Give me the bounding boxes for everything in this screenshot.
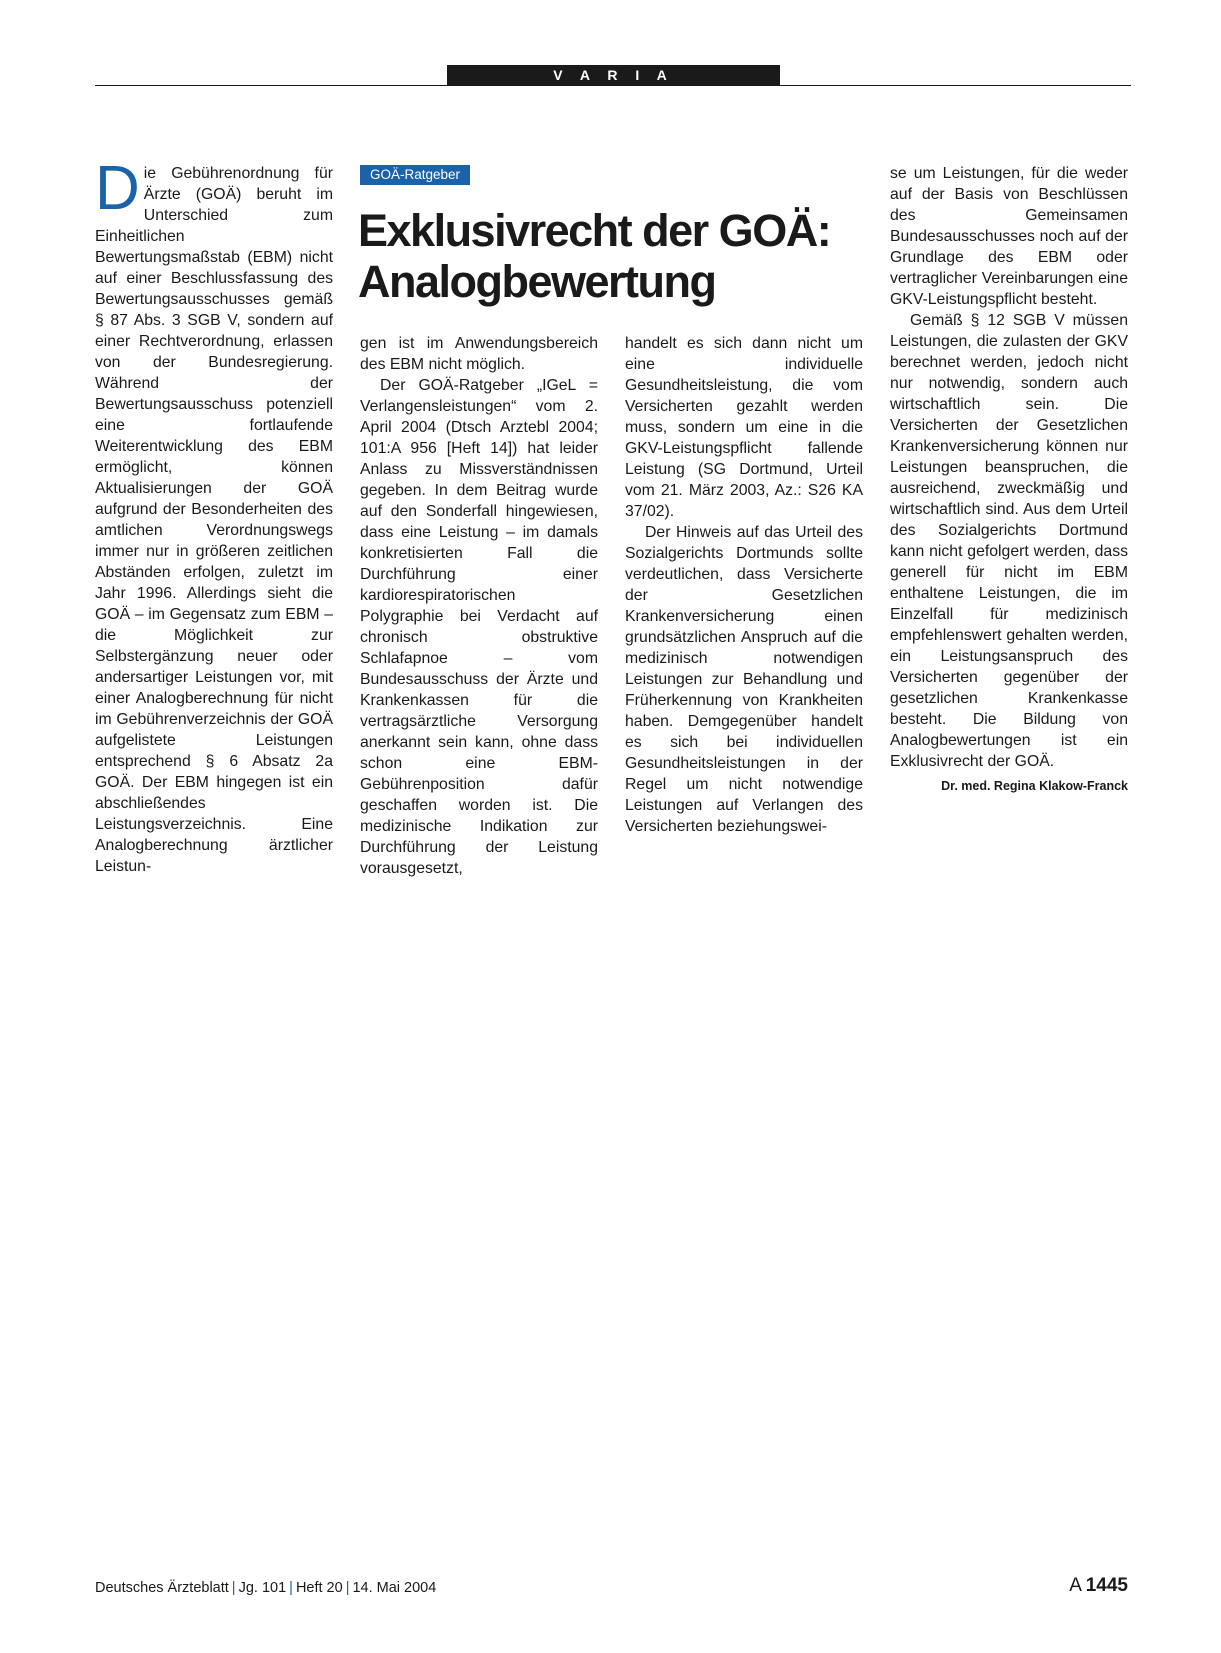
volume: Jg. 101	[238, 1580, 287, 1596]
issue-date: 14. Mai 2004	[352, 1580, 437, 1596]
author-byline: Dr. med. Regina Klakow-Franck	[941, 779, 1128, 793]
page-number: A 1445	[1069, 1575, 1128, 1596]
article-title	[358, 205, 868, 307]
header-rule	[95, 85, 1131, 86]
page-footer: Deutsches Ärzteblatt | Jg. 101 | Heft 20 | 14. Mai 2004	[95, 1580, 437, 1596]
article-column-3	[625, 333, 863, 837]
section-label: V A R I A	[447, 65, 780, 85]
title-line-1: Exklusivrecht der GOÄ:	[358, 205, 831, 256]
paragraph: Der GOÄ-Ratgeber „IGeL = Verlangensleistungen“ vom 2. April 2004 (Dtsch Arztebl 2004; 101:A 956 [Heft 14]) hat leider Anlass zu Missverständnissen gegeben. In dem Beitrag wurde auf den Sonderfall hingewiesen, dass eine Leistung – im damals konkretisierten Fall die Durchführung einer kardiorespiratorischen Polygraphie bei Verdacht auf chronisch obstruktive Schlafapnoe – vom Bundesausschuss der Ärzte und Krankenkassen für die vertragsärztliche Versorgung anerkannt sein kann, ohne dass schon eine EBM-Gebührenposition dafür geschaffen worden ist. Die medizinische Indikation zur Durchführung der Leistung vorausgesetzt,	[360, 377, 598, 877]
article-column-1	[95, 154, 333, 877]
paragraph: Der Hinweis auf das Urteil des Sozialgerichts Dortmunds sollte verdeutlichen, dass Versicherte der Gesetzlichen Krankenversicherung einen grundsätzlichen Anspruch auf die medizinisch notwendigen Leistungen zur Behandlung und Früherkennung von Krankheiten haben. Demgegenüber handelt es sich bei individuellen Gesundheitsleistungen in der Regel um nicht notwendige Leistungen auf Verlangen des Versicherten beziehungswei-	[625, 524, 863, 835]
paragraph: se um Leistungen, für die weder auf der Basis von Beschlüssen des Gemeinsamen Bundesausschusses noch auf der Grundlage des EBM oder vertraglicher Vereinbarungen eine GKV-Leistungspflicht besteht.	[890, 165, 1128, 308]
paragraph: Gemäß § 12 SGB V müssen Leistungen, die zulasten der GKV berechnet werden, jedoch nicht nur notwendig, sondern auch wirtschaftlich sein. Die Versicherten der Gesetzlichen Krankenversicherung können nur Leistungen beanspruchen, die ausreichend, zweckmäßig und wirtschaftlich sind. Aus dem Urteil des Sozialgerichts Dortmund kann nicht gefolgert werden, dass generell für nicht im EBM enthaltene Leistungen, die im Einzelfall für medizinisch empfehlenswert gehalten werden, ein Leistungsanspruch des Versicherten gegenüber der gesetzlichen Krankenkasse besteht. Die Bildung von Analogbewertungen ist ein Exklusivrecht der GOÄ.	[890, 312, 1128, 770]
paragraph: gen ist im Anwendungsbereich des EBM nicht möglich.	[360, 335, 598, 373]
title-line-2: Analogbewertung	[358, 256, 716, 307]
article-column-4	[890, 163, 1128, 797]
paragraph: Die Gebührenordnung für Ärzte (GOÄ) beruht im Unterschied zum Einheitlichen Bewertungsmaßstab (EBM) nicht auf einer Beschlussfassung des Bewertungsausschusses gemäß § 87 Abs. 3 SGB V, sondern auf einer Rechtverordnung, erlassen von der Bundesregierung. Während der Bewertungsausschuss potenziell eine fortlaufende Weiterentwicklung des EBM ermöglicht, können Aktualisierungen der GOÄ aufgrund der Besonderheiten des amtlichen Verordnungswegs immer nur in größeren zeitlichen Abständen erfolgen, zuletzt im Jahr 1996. Allerdings sieht die GOÄ – im Gegensatz zum EBM – die Möglichkeit zur Selbstergänzung neuer oder andersartiger Leistungen vor, mit einer Analogberechnung für nicht im Gebührenverzeichnis der GOÄ aufgelistete Leistungen entsprechend § 6 Absatz 2a GOÄ. Der EBM hingegen ist ein abschließendes Leistungsverzeichnis. Eine Analogberechnung ärztlicher Leistun-	[95, 154, 333, 875]
kicker-label: GOÄ-Ratgeber	[360, 165, 470, 185]
article-column-2	[360, 333, 598, 879]
drop-cap: D	[95, 154, 140, 223]
journal-name: Deutsches Ärzteblatt	[95, 1580, 229, 1596]
paragraph: handelt es sich dann nicht um eine individuelle Gesundheitsleistung, die vom Versicherten gezahlt werden muss, sondern um eine in die GKV-Leistungspflicht fallende Leistung (SG Dortmund, Urteil vom 21. März 2003, Az.: S26 KA 37/02).	[625, 335, 863, 520]
issue: Heft 20	[295, 1580, 343, 1596]
